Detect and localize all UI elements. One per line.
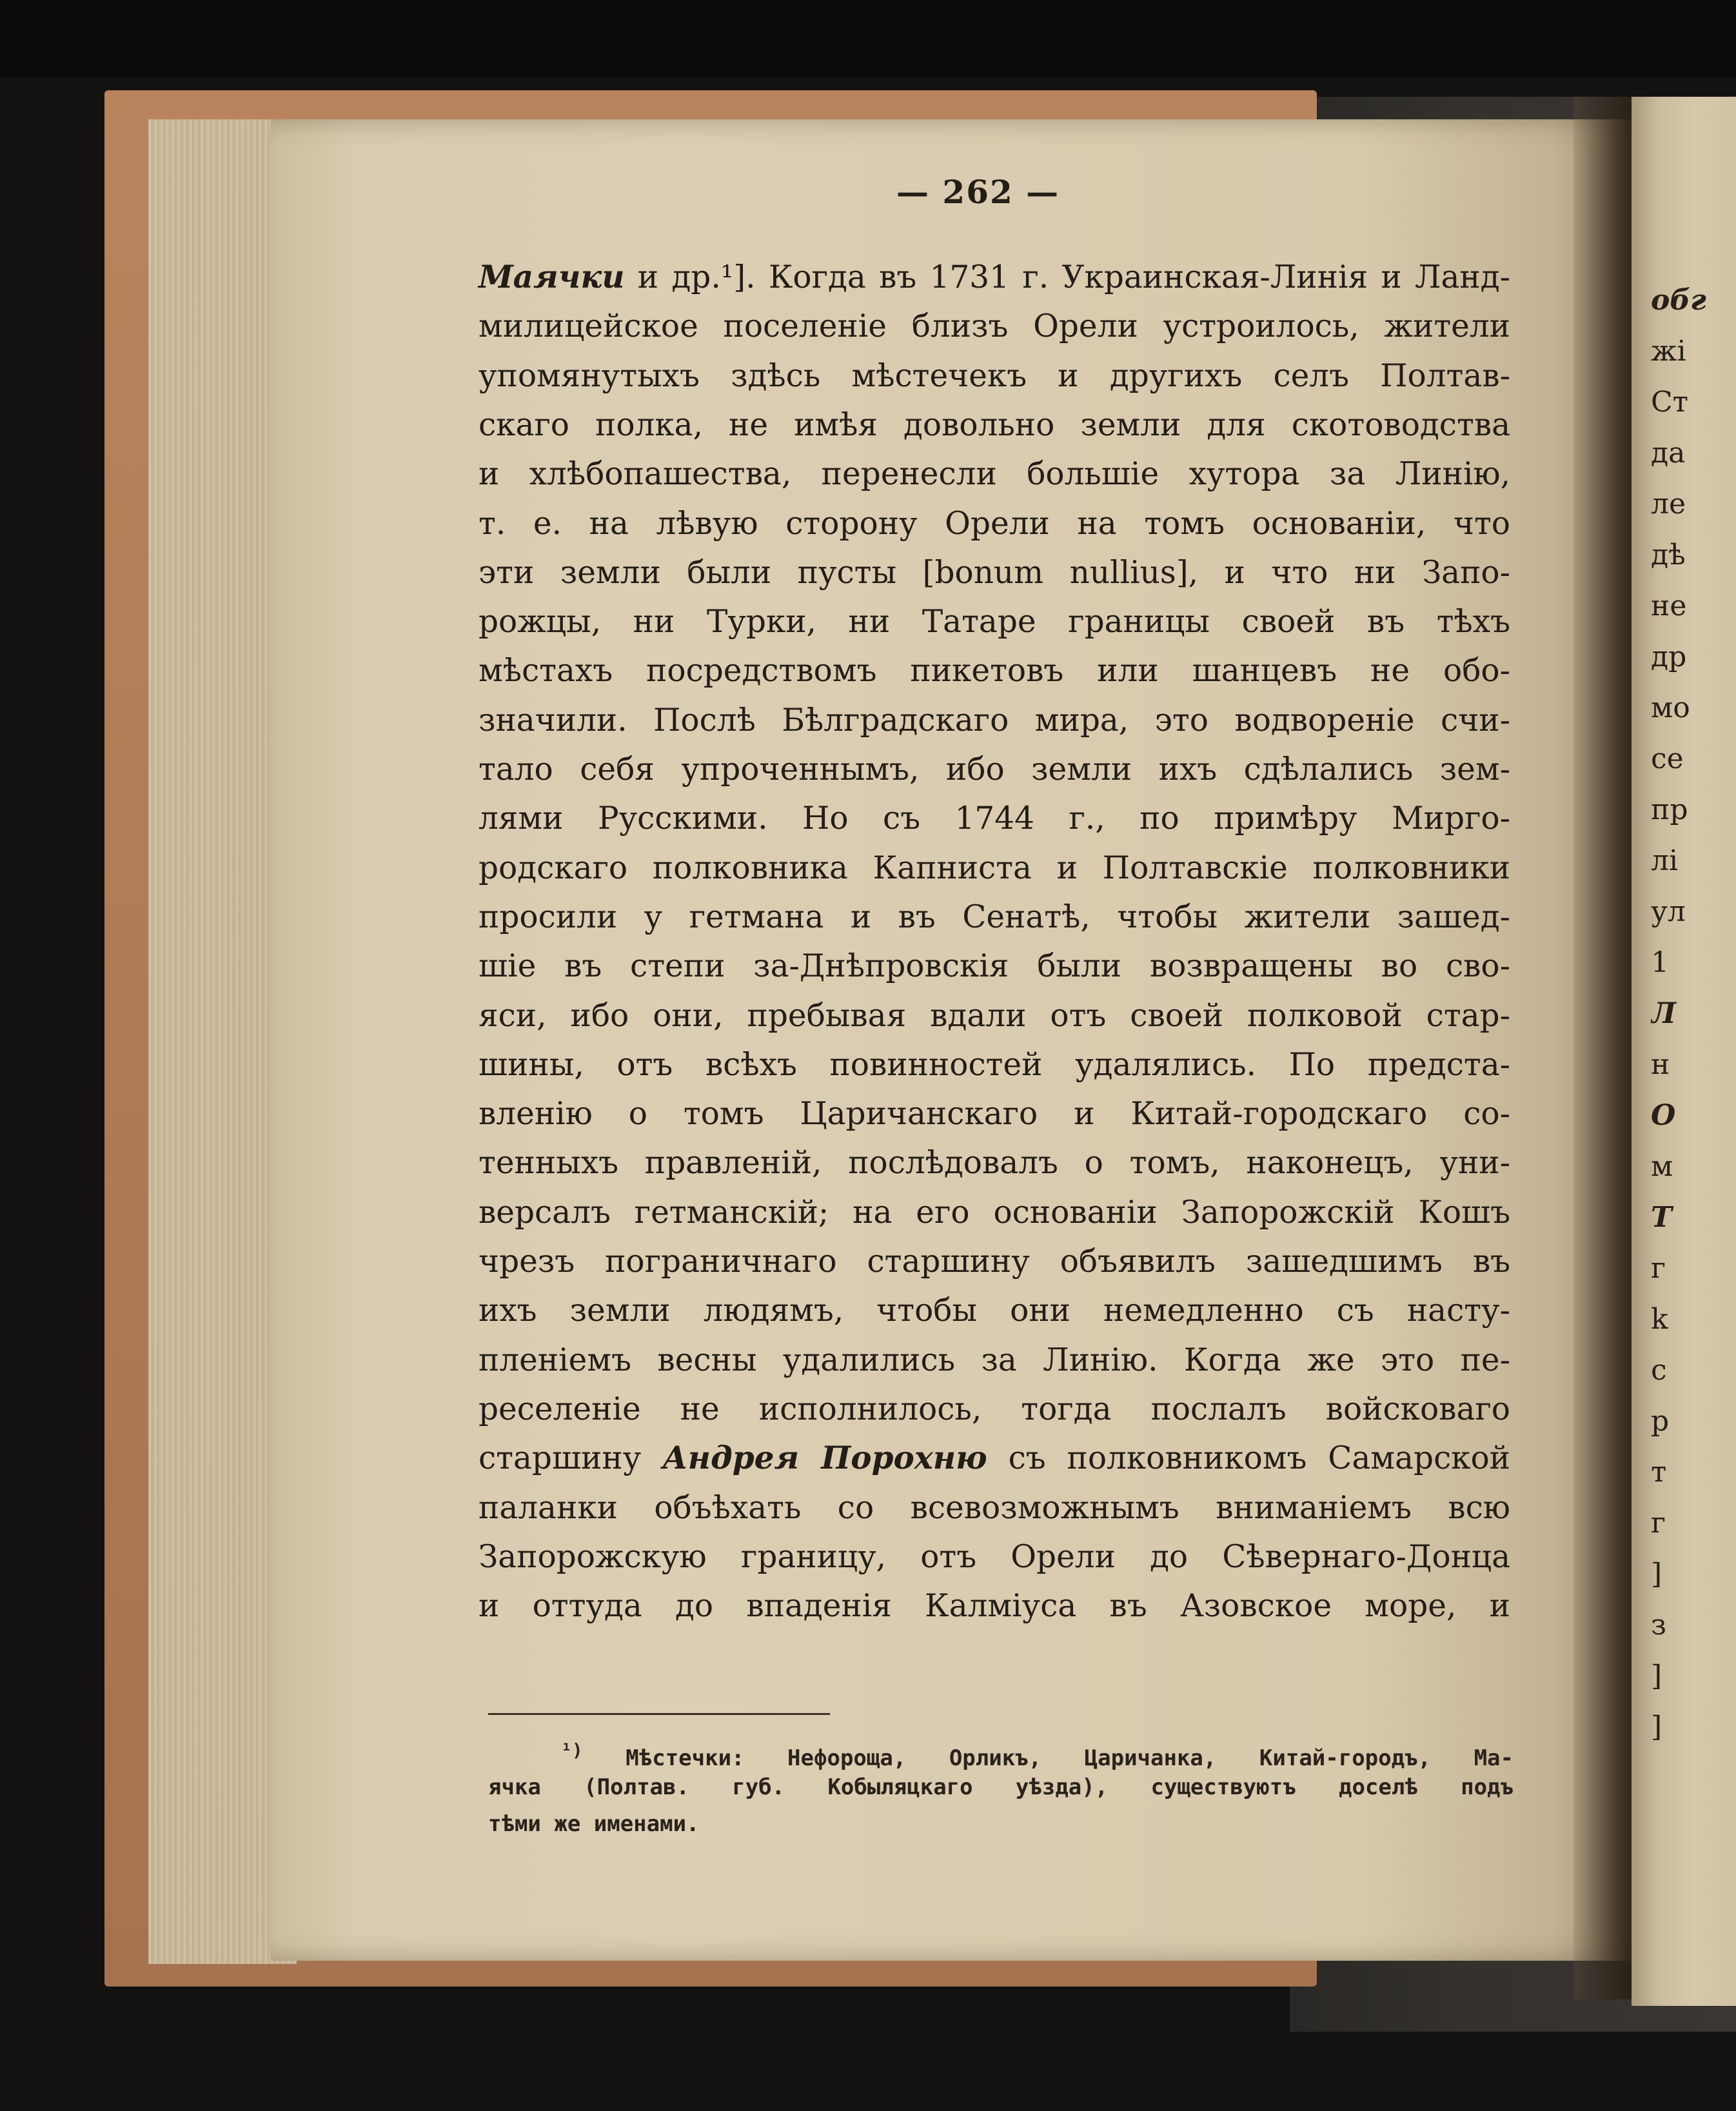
- facing-page-fragment: Т: [1651, 1201, 1672, 1234]
- text-run: версалъ гетманскій; на его основаніи Запорожскій Кошъ: [478, 1194, 1510, 1231]
- text-run: шины, отъ всѣхъ повинностей удалялись. По предста-: [478, 1046, 1510, 1083]
- text-run: яси, ибо они, пребывая вдали отъ своей полковой стар-: [478, 997, 1510, 1034]
- text-run: съ полковникомъ Самарской: [987, 1440, 1510, 1477]
- footnote-line: [488, 1807, 1514, 1841]
- text-line: [478, 1291, 1510, 1330]
- facing-page-fragment: т: [1651, 1456, 1667, 1489]
- text-run: мѣстахъ посредствомъ пикетовъ или шанцевъ не обо-: [478, 653, 1510, 689]
- text-run: родскаго полковника Капниста и Полтавскіе полковники: [478, 849, 1510, 886]
- facing-page-fragment: з: [1651, 1609, 1666, 1641]
- facing-page-fragment: пр: [1651, 793, 1688, 826]
- text-run: рожцы, ни Турки, ни Татаре границы своей въ тѣхъ: [478, 604, 1510, 640]
- text-line: [478, 750, 1510, 789]
- footnote-text: тѣми же именами.: [488, 1811, 700, 1837]
- facing-page: [1632, 97, 1736, 2006]
- footnote-line: [488, 1770, 1514, 1804]
- facing-page-fragment: да: [1651, 437, 1686, 470]
- text-line: [478, 1341, 1510, 1380]
- text-run: значили. Послѣ Бѣлградскаго мира, это водвореніе счи-: [478, 702, 1510, 738]
- facing-page-fragment: 1: [1651, 946, 1669, 979]
- text-line: [478, 357, 1510, 395]
- text-line: [478, 455, 1510, 493]
- text-line: [478, 1193, 1510, 1232]
- facing-page-fragment: лі: [1651, 844, 1679, 877]
- footnote-text: ячка (Полтав. губ. Кобыляцкаго уѣзда), существуютъ доселѣ подъ: [488, 1774, 1514, 1800]
- footnote-mark: ¹): [561, 1739, 583, 1761]
- text-run: пленіемъ весны удалились за Линію. Когда же это пе-: [478, 1342, 1510, 1378]
- text-line: [478, 406, 1510, 444]
- text-run: вленію о томъ Царичанскаго и Китай-городскаго со-: [478, 1096, 1510, 1133]
- text-line: [478, 1439, 1510, 1478]
- text-run: и оттуда до впаденія Калміуса въ Азовское море, и: [478, 1588, 1510, 1625]
- text-line: [478, 258, 1510, 297]
- facing-page-fragment: жі: [1651, 335, 1686, 368]
- text-line: [478, 1489, 1510, 1527]
- text-line: [478, 947, 1510, 986]
- text-line: [478, 651, 1510, 690]
- text-run: Запорожскую границу, отъ Орели до Сѣвернаго-Донца: [478, 1538, 1510, 1575]
- text-line: [478, 799, 1510, 838]
- facing-page-fragment: м: [1651, 1150, 1673, 1183]
- text-run: паланки объѣхать со всевозможнымъ вниманіемъ всю: [478, 1489, 1510, 1526]
- text-run: милицейское поселеніе близъ Орели устроилось, жители: [478, 308, 1510, 345]
- facing-page-fragment: ]: [1651, 1660, 1662, 1692]
- text-run: тенныхъ правленій, послѣдовалъ о томъ, наконецъ, уни-: [478, 1145, 1510, 1182]
- text-line: [478, 1046, 1510, 1084]
- facing-page-fragment: дѣ: [1651, 539, 1686, 571]
- facing-page-fragment: др: [1651, 640, 1687, 673]
- text-line: [478, 602, 1510, 641]
- text-run: эти земли были пусты [bonum nullius], и что ни Запо-: [478, 554, 1510, 591]
- text-run: реселеніе не исполнилось, тогда послалъ войсковаго: [478, 1391, 1510, 1427]
- text-run: т. е. на лѣвую сторону Орели на томъ основаніи, что: [478, 505, 1510, 542]
- text-run: упомянутыхъ здѣсь мѣстечекъ и другихъ селъ Полтав-: [478, 357, 1510, 394]
- facing-page-fragment: Ст: [1651, 386, 1689, 419]
- facing-page-fragment: ]: [1651, 1710, 1662, 1743]
- facing-page-fragment: О: [1651, 1099, 1676, 1132]
- text-run: ихъ земли людямъ, чтобы они немедленно съ насту-: [478, 1293, 1510, 1329]
- italic-name: Андрея Порохню: [662, 1440, 987, 1477]
- text-line: [478, 1390, 1510, 1429]
- facing-page-fragment: обг: [1651, 284, 1706, 317]
- facing-page-fragment: н: [1651, 1048, 1670, 1081]
- page-number: — 262 —: [896, 173, 1060, 211]
- footnote-rule: [488, 1713, 830, 1715]
- text-line: [478, 898, 1510, 937]
- text-line: [478, 996, 1510, 1035]
- book-page-262: [271, 119, 1632, 1961]
- text-line: [478, 553, 1510, 592]
- text-line: [478, 1538, 1510, 1576]
- text-line: [478, 504, 1510, 543]
- facing-page-fragment: г: [1651, 1507, 1666, 1540]
- book-gutter: [1573, 97, 1632, 1999]
- text-line: [478, 849, 1510, 887]
- text-run: скаго полка, не имѣя довольно земли для скотоводства: [478, 406, 1510, 443]
- text-line: [478, 701, 1510, 740]
- facing-page-fragment: не: [1651, 590, 1687, 622]
- facing-page-fragment: р: [1651, 1405, 1670, 1438]
- text-line: [478, 1242, 1510, 1281]
- facing-page-fragment: k: [1651, 1303, 1668, 1336]
- facing-page-fragment: се: [1651, 742, 1684, 775]
- text-run: и хлѣбопашества, перенесли большіе хутора за Линію,: [478, 456, 1510, 493]
- text-run: лями Русскими. Но съ 1744 г., по примѣру Мирго-: [478, 800, 1510, 837]
- scan-background: [0, 0, 1736, 77]
- footnote-text: Мѣстечки: Нефороща, Орликъ, Царичанка, Китай-городъ, Ма-: [626, 1745, 1514, 1771]
- facing-page-fragment: с: [1651, 1354, 1667, 1387]
- text-run: шіе въ степи за-Днѣпровскія были возвращены во сво-: [478, 948, 1510, 985]
- text-run: чрезъ пограничнаго старшину объявилъ зашедшимъ въ: [478, 1244, 1510, 1280]
- text-line: [478, 1587, 1510, 1625]
- facing-page-fragment: г: [1651, 1252, 1666, 1285]
- facing-page-fragment: мо: [1651, 691, 1690, 724]
- facing-page-fragment: ле: [1651, 488, 1686, 520]
- text-run: старшину: [478, 1440, 663, 1477]
- facing-page-fragment: Л: [1651, 997, 1676, 1030]
- text-run: тало себя упроченнымъ, ибо земли ихъ сдѣлались зем-: [478, 751, 1510, 788]
- text-line: [478, 307, 1510, 346]
- italic-name: Маячки: [478, 259, 625, 295]
- text-line: [478, 1144, 1510, 1182]
- text-run: и др.¹]. Когда въ 1731 г. Украинская-Линія и Ланд-: [624, 259, 1510, 295]
- facing-page-fragment: ул: [1651, 895, 1686, 928]
- text-run: просили у гетмана и въ Сенатѣ, чтобы жители зашед-: [478, 898, 1510, 935]
- footnote-line: [561, 1734, 1514, 1775]
- facing-page-fragment: ]: [1651, 1558, 1662, 1591]
- text-line: [478, 1095, 1510, 1133]
